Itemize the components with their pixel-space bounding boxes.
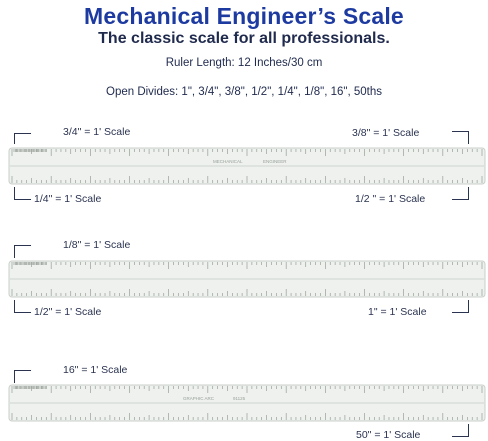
ruler-3-top-left-bracket — [14, 370, 31, 383]
ruler-1-bottom-left-bracket — [14, 187, 31, 200]
ruler-1 — [8, 146, 486, 186]
ruler-2-bottom-right-bracket — [452, 300, 469, 313]
ruler-2-bottom-left-bracket — [14, 300, 31, 313]
ruler-1-bottom-right-bracket — [452, 187, 469, 200]
ruler-1-top-right-label: 3/8" = 1' Scale — [352, 127, 420, 139]
ruler-3-bottom-right-label: 50" = 1' Scale — [356, 429, 421, 441]
ruler-2-top-left-label: 1/8" = 1' Scale — [63, 239, 131, 251]
ruler-1-top-left-label: 3/4" = 1' Scale — [63, 126, 131, 138]
ruler-3-bottom-right-bracket — [452, 424, 469, 437]
ruler-2-bottom-right-label: 1" = 1' Scale — [368, 306, 427, 318]
ruler-imprint: 91125 — [233, 396, 246, 401]
ruler-length-spec: Ruler Length: 12 Inches/30 cm — [165, 57, 323, 69]
ruler-3 — [8, 383, 486, 423]
ruler-1-top-right-bracket — [452, 131, 469, 144]
ruler-imprint: ENGINEER — [263, 159, 287, 164]
ruler-imprint: MECHANICAL — [213, 159, 243, 164]
ruler-imprint: GRAPHIC ARC — [183, 396, 215, 401]
page-title: Mechanical Engineer’s Scale — [84, 3, 404, 29]
ruler-2-bottom-left-label: 1/2" = 1' Scale — [34, 306, 102, 318]
open-divides-spec: Open Divides: 1", 3/4", 3/8", 1/2", 1/4", 1/8", 16", 50ths — [106, 86, 382, 98]
ruler-1-bottom-right-label: 1/2 " = 1' Scale — [355, 193, 426, 205]
ruler-2-top-left-bracket — [14, 245, 31, 258]
ruler-1-bottom-left-label: 1/4" = 1' Scale — [34, 193, 102, 205]
page-subtitle: The classic scale for all professionals. — [98, 30, 390, 47]
ruler-3-top-left-label: 16" = 1' Scale — [63, 364, 128, 376]
ruler-1-top-left-bracket — [14, 133, 31, 144]
ruler-2 — [8, 259, 486, 299]
